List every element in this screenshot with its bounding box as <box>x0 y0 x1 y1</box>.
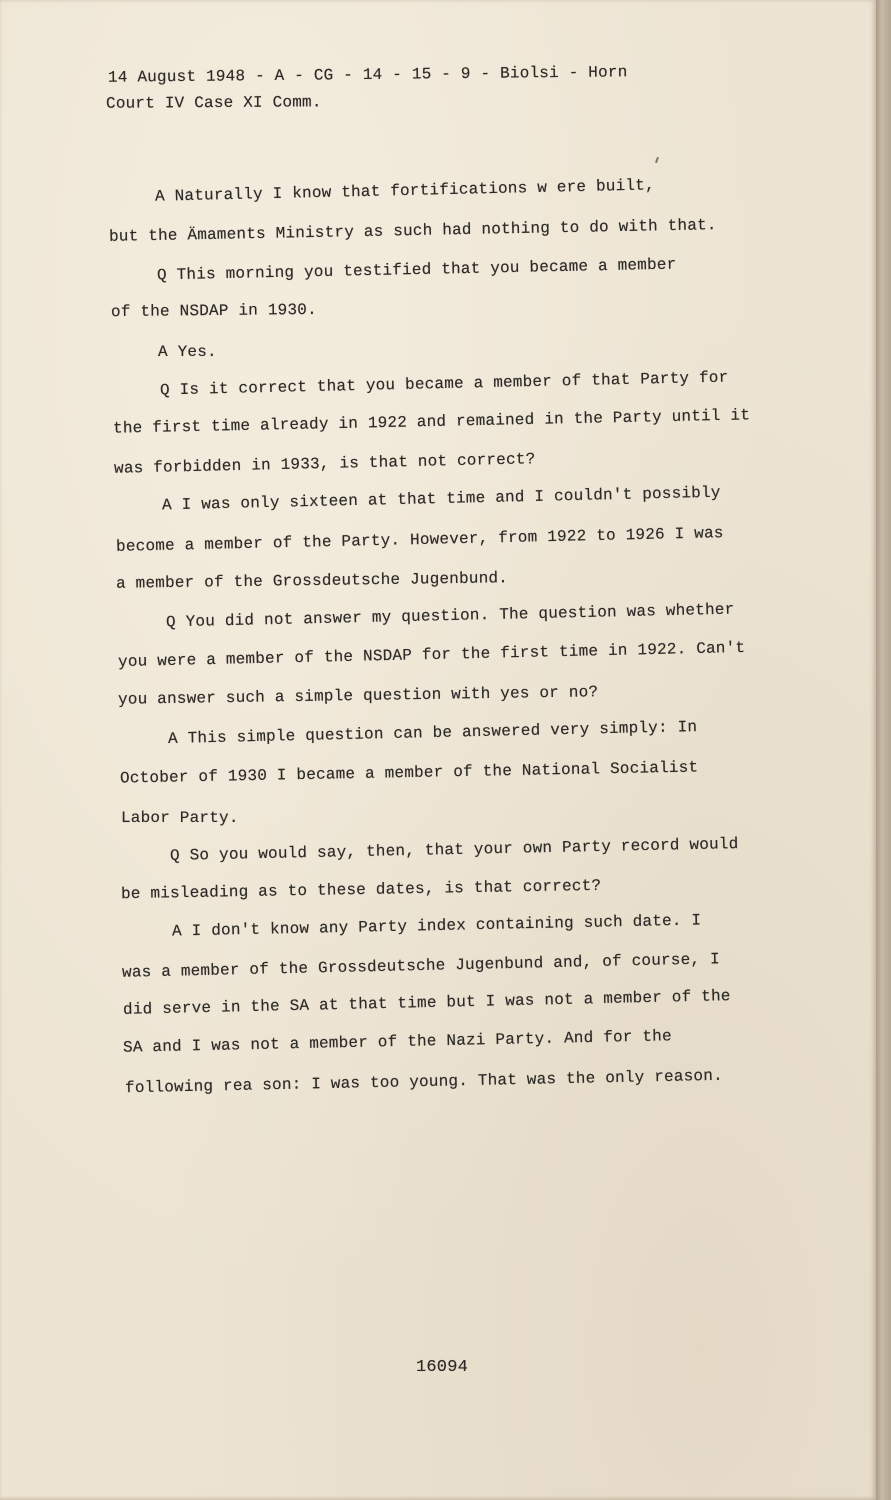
header-line-1: 14 August 1948 - A - CG - 14 - 15 - 9 - Biolsi - Horn <box>107 63 628 87</box>
transcript-line: A I was only sixteen at that time and I couldn't possibly <box>161 483 721 515</box>
transcript-line: Labor Party. <box>121 809 239 827</box>
transcript-line: Q You did not answer my question. The question was whether <box>165 600 735 632</box>
header-line-2: Court IV Case XI Comm. <box>105 93 322 113</box>
transcript-line: A I don't know any Party index containing such date. I <box>171 911 702 941</box>
transcript-line: following rea son: I was too young. That was the only reason. <box>124 1066 724 1098</box>
transcript-line: the first time already in 1922 and remained in the Party until it <box>112 406 751 438</box>
transcript-line: you were a member of the NSDAP for the first time in 1922. Can't <box>117 638 746 672</box>
transcript-line: Q Is it correct that you became a member of that Party for <box>159 368 729 400</box>
transcript-line: a member of the Grossdeutsche Jugenbund. <box>115 569 509 593</box>
page-edge-shadow <box>876 0 891 1500</box>
ink-speck <box>655 157 659 163</box>
transcript-line: Q So you would say, then, that your own Party record would <box>169 835 739 865</box>
transcript-line: October of 1930 I became a member of the National Socialist <box>119 758 699 788</box>
transcript-line: A This simple question can be answered very simply: In <box>167 717 698 749</box>
transcript-line: be misleading as to these dates, is that correct? <box>120 876 602 904</box>
transcript-line: was a member of the Grossdeutsche Jugenbund and, of course, I <box>121 950 721 982</box>
transcript-line: Q This morning you testified that you became a member <box>156 255 677 285</box>
transcript-line: A Naturally I know that fortifications w ere built, <box>154 176 656 206</box>
page-number: 16094 <box>416 1358 469 1377</box>
transcript-line: you answer such a simple question with yes or no? <box>117 683 599 709</box>
transcript-line: A Yes. <box>158 343 217 361</box>
transcript-line: was forbidden in 1933, is that not correct? <box>113 450 536 478</box>
transcript-line: did serve in the SA at that time but I was not a member of the <box>122 987 731 1019</box>
transcript-line: SA and I was not a member of the Nazi Party. And for the <box>122 1027 673 1057</box>
transcript-line: become a member of the Party. However, from 1922 to 1926 I was <box>115 524 724 556</box>
transcript-line: of the NSDAP in 1930. <box>110 300 317 322</box>
transcript-line: but the Ämaments Ministry as such had nothing to do with that. <box>108 216 717 246</box>
